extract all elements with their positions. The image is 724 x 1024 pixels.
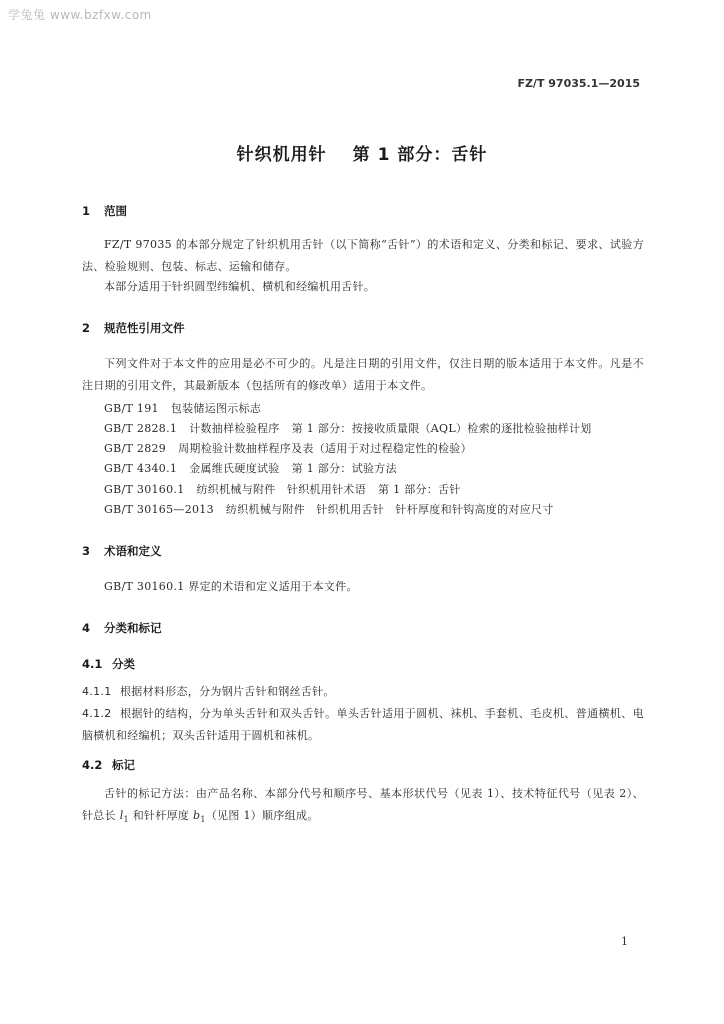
section-title: 分类 (112, 657, 135, 671)
document-title (0, 140, 724, 165)
section-title: 标记 (112, 758, 135, 772)
reference-title: 金属维氏硬度试验 (189, 462, 280, 475)
watermark: 学兔兔 www.bzfxw.com (8, 8, 152, 22)
section-4-1-heading (82, 656, 135, 672)
clause-number: 4.1.2 (82, 707, 112, 720)
symbol-subscript: 1 (200, 815, 206, 825)
scope-paragraph-2: 本部分适用于针织圆型纬编机、横机和经编机用舌针。 (104, 280, 376, 293)
reference-code: GB/T 30165—2013 (104, 503, 214, 516)
section-number: 4.1 (82, 657, 103, 671)
reference-title: 纺织机械与附件 针织机用针术语 (196, 483, 366, 496)
reference-code: GB/T 191 (104, 402, 159, 415)
marking-text-c: （见图 1）顺序组成。 (205, 809, 319, 822)
reference-code: GB/T 4340.1 (104, 462, 178, 475)
reference-item (104, 501, 554, 517)
reference-item (104, 420, 592, 436)
scope-paragraph-1: FZ/T 97035 的本部分规定了针织机用舌针（以下简称“舌针”）的术语和定义、分类和标记、要求、试验方法、检验规则、包装、标志、运输和储存。 (82, 238, 644, 273)
reference-item (104, 460, 397, 476)
section-3-heading (82, 543, 162, 559)
section-1-heading (82, 203, 127, 219)
section-2-heading (82, 320, 185, 336)
marking-text-b: 和针杆厚度 (128, 809, 194, 822)
terms-definitions-paragraph: GB/T 30160.1 界定的术语和定义适用于本文件。 (104, 580, 358, 593)
reference-subtitle: 第 1 部分：按接收质量限（AQL）检索的逐批检验抽样计划 (291, 422, 592, 435)
standard-code: FZ/T 97035.1—2015 (517, 77, 640, 90)
symbol-shank-thickness: b (193, 809, 201, 822)
section-title: 术语和定义 (104, 544, 162, 558)
section-title: 范围 (104, 204, 127, 218)
reference-title: 周期检验计数抽样程序及表（适用于对过程稳定性的检验） (178, 442, 472, 455)
title-part: 第 1 部分：舌针 (352, 145, 488, 165)
reference-item (104, 400, 261, 416)
symbol-subscript: 1 (123, 815, 129, 825)
marking-text-a: 舌针的标记方法：由产品名称、本部分代号和顺序号、基本形状代号（见表 1）、技术特征代号（见表 2）、针总长 (82, 787, 644, 822)
marking-paragraph (82, 783, 644, 831)
clause-text: 根据针的结构，分为单头舌针和双头舌针。单头舌针适用于圆机、袜机、手套机、毛皮机、普通横机、电脑横机和经编机；双头舌针适用于圆机和袜机。 (82, 707, 644, 742)
normative-references-intro: 下列文件对于本文件的应用是必不可少的。凡是注日期的引用文件，仅注日期的版本适用于本文件。凡是不注日期的引用文件，其最新版本（包括所有的修改单）适用于本文件。 (82, 357, 644, 392)
reference-code: GB/T 2828.1 (104, 422, 178, 435)
reference-title: 包装储运图示标志 (170, 402, 262, 415)
symbol-total-length: l (119, 809, 124, 822)
section-number: 4 (82, 621, 91, 635)
section-title: 分类和标记 (104, 621, 162, 635)
reference-item (104, 481, 461, 497)
reference-title: 计数抽样检验程序 (189, 422, 280, 435)
reference-code: GB/T 30160.1 (104, 483, 185, 496)
reference-item (104, 440, 472, 456)
clause-4-1-2 (82, 703, 644, 747)
title-main: 针织机用针 (236, 145, 327, 165)
reference-title: 纺织机械与附件 针织机用舌针 针杆厚度和针钩高度的对应尺寸 (225, 503, 554, 516)
clause-number: 4.1.1 (82, 685, 112, 698)
section-number: 3 (82, 544, 91, 558)
clause-text: 根据材料形态，分为钢片舌针和钢丝舌针。 (120, 685, 335, 698)
section-number: 4.2 (82, 758, 103, 772)
section-4-heading (82, 620, 162, 636)
page-number: 1 (621, 935, 628, 948)
section-title: 规范性引用文件 (104, 321, 185, 335)
section-number: 1 (82, 204, 91, 218)
section-number: 2 (82, 321, 91, 335)
section-4-2-heading (82, 757, 135, 773)
clause-4-1-1 (82, 681, 644, 703)
reference-code: GB/T 2829 (104, 442, 167, 455)
reference-subtitle: 第 1 部分：试验方法 (291, 462, 397, 475)
reference-subtitle: 第 1 部分：舌针 (378, 483, 461, 496)
